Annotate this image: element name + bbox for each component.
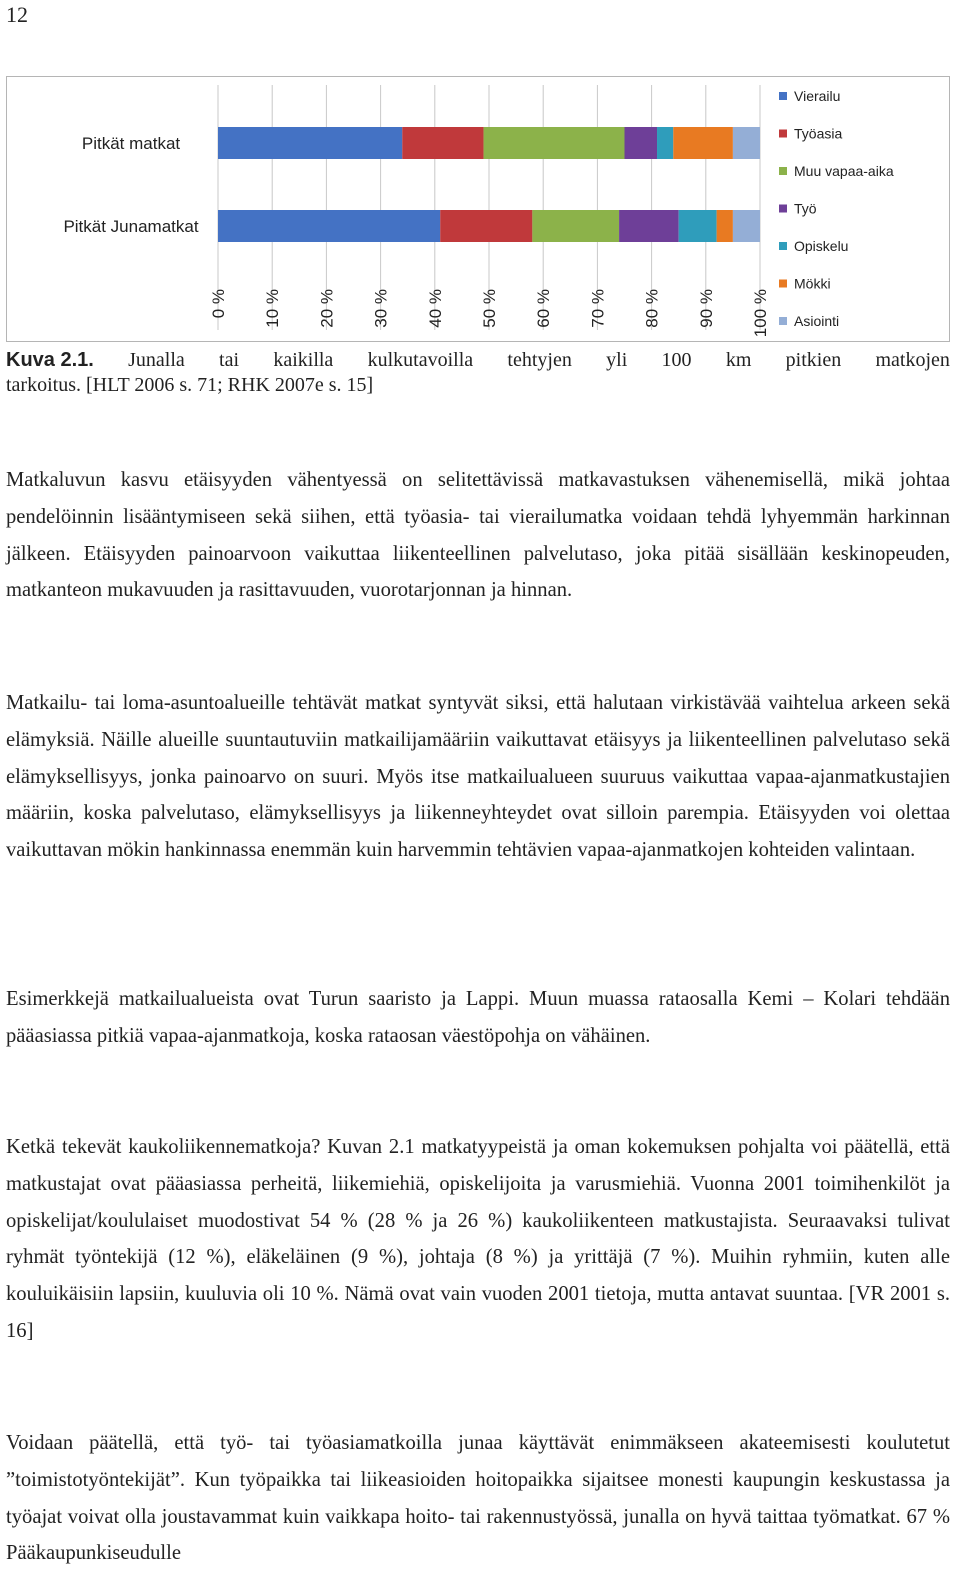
bar-segment xyxy=(733,210,760,242)
paragraph-5: Voidaan päätellä, että työ- tai työasiamatkoilla junaa käyttävät enimmäkseen akateemisesti koulutetut ”toimistotyöntekijät”. Kun työpaikka tai liikeasioiden hoitopaikka sijaitsee monesti kaupungin keskustassa ja työajat voivat olla joustavammat kuin vaikkapa hoito- tai rakennustyössä, junalla on hyvä taittaa työmatkat. 67 % Pääkaupunkiseudulle xyxy=(6,1432,950,1565)
x-tick-label: 50 % xyxy=(480,289,499,328)
page-number: 12 xyxy=(6,2,28,27)
legend-label: Muu vapaa-aika xyxy=(794,163,894,179)
legend-swatch xyxy=(779,130,787,138)
x-tick-label: 70 % xyxy=(588,289,608,328)
legend-swatch xyxy=(779,317,787,325)
x-tick-label: 100 % xyxy=(751,289,770,338)
x-tick-label: 20 % xyxy=(317,289,337,328)
caption-line-2: tarkoitus. [HLT 2006 s. 71; RHK 2007e s. 15] xyxy=(6,374,374,396)
paragraph-3: Esimerkkejä matkailualueista ovat Turun saaristo ja Lappi. Muun muassa rataosalla Kemi – Kolari tehdään pääasiassa pitkiä vapaa-ajanmatkoja, koska rataosan väestöpohja on vähäinen. xyxy=(6,988,950,1047)
x-tick-label: 60 % xyxy=(534,289,554,328)
legend-label: Vierailu xyxy=(794,88,841,104)
caption-word: matkojen xyxy=(875,349,950,371)
stacked-bar-chart xyxy=(6,76,950,342)
caption-word: kulkutavoilla xyxy=(367,349,474,371)
bar-segment xyxy=(733,127,760,159)
bar-segment xyxy=(484,127,625,159)
legend-label: Asiointi xyxy=(794,313,840,329)
caption-label: Kuva 2.1. xyxy=(6,349,94,371)
bar-segment xyxy=(619,210,679,242)
x-tick-label: 90 % xyxy=(696,289,716,328)
bar-segment xyxy=(657,127,673,159)
caption-word: pitkien xyxy=(785,349,842,371)
x-tick-label: 0 % xyxy=(209,289,228,319)
bar-segment xyxy=(218,210,440,242)
caption-word: 100 xyxy=(661,349,692,371)
figure-caption xyxy=(6,348,950,398)
caption-word: Junalla xyxy=(128,349,185,371)
bar-segment xyxy=(532,210,619,242)
legend-swatch xyxy=(779,242,787,250)
paragraph-4: Ketkä tekevät kaukoliikennematkoja? Kuvan 2.1 matkatyypeistä ja oman kokemuksen pohjalta voi päätellä, että matkustajat ovat pääasiassa perheitä, liikemiehiä, opiskelijoita ja varusmiehiä. Vuonna 2001 toimihenkilöt ja opiskelijat/koululaiset muodostivat 54 % (28 % ja 26 %) kaukoliikenteen matkustajista. Seuraavaksi tulivat ryhmät työntekijä (12 %), eläkeläinen (9 %), johtaja (8 %) ja yrittäjä (7 %). Muihin ryhmiin, kuten alle kouluikäisiin lapsiin, kuuluvia oli 10 %. Nämä ovat vain vuoden 2001 tietoja, mutta antavat suuntaa. [VR 2001 s. 16] xyxy=(6,1136,950,1342)
bar-segment xyxy=(625,127,658,159)
bar-segment xyxy=(440,210,532,242)
x-tick-label: 40 % xyxy=(425,289,445,328)
legend-label: Työasia xyxy=(794,125,843,142)
bar-segment xyxy=(218,127,402,159)
caption-word: yli xyxy=(606,349,628,371)
legend-swatch xyxy=(779,205,787,213)
legend-label: Opiskelu xyxy=(794,238,849,254)
x-tick-label: 80 % xyxy=(642,289,662,328)
legend-swatch xyxy=(779,92,787,100)
bar-segment xyxy=(717,210,733,242)
paragraph-2: Matkailu- tai loma-asuntoalueille tehtävät matkat syntyvät siksi, että halutaan virkistävää vaihtelua arkeen sekä elämyksiä. Näille alueille suuntautuviin matkailijamääriin vaikuttavat etäisyys ja liikenteellinen palvelutaso sekä elämyksellisyys, jonka painoarvo on suuri. Myös itse matkailualueen suuruus vaikuttaa vapaa-ajanmatkustajien määriin, koska palvelutaso, elämyksellisyys ja liikenneyhteydet ovat silloin parempia. Etäisyyden voi olettaa vaikuttavan mökin hankinnassa enemmän kuin harvemmin tehtävien vapaa-ajanmatkojen kohteiden valintaan. xyxy=(6,692,950,862)
caption-word: kaikilla xyxy=(273,349,334,371)
category-label: Pitkät Junamatkat xyxy=(63,217,199,236)
caption-word: km xyxy=(725,349,752,371)
chart-svg xyxy=(7,77,949,341)
x-tick-label: 30 % xyxy=(371,289,391,328)
caption-word: tehtyjen xyxy=(507,349,572,371)
legend-swatch xyxy=(779,280,787,288)
caption-line-1 xyxy=(6,348,950,373)
legend-label: Mökki xyxy=(794,275,831,292)
caption-word: tai xyxy=(219,349,240,371)
bar-segment xyxy=(402,127,483,159)
paragraph-1: Matkaluvun kasvu etäisyyden vähentyessä on selitettävissä matkavastuksen vähenemisellä, mikä johtaa pendelöinnin lisääntymiseen sekä siihen, että työasia- tai vierailumatka voidaan tehdä lyhyemmän harkinnan jälkeen. Etäisyyden painoarvoon vaikuttaa liikenteellinen palvelutaso, joka pitää sisällään keskinopeuden, matkanteon mukavuuden ja rasittavuuden, vuorotarjonnan ja hinnan. xyxy=(6,469,950,602)
legend-swatch xyxy=(779,167,787,175)
bar-segment xyxy=(679,210,717,242)
category-label: Pitkät matkat xyxy=(81,134,181,153)
x-tick-label: 10 % xyxy=(263,289,283,328)
legend-label: Työ xyxy=(794,200,817,217)
bar-segment xyxy=(673,127,733,159)
